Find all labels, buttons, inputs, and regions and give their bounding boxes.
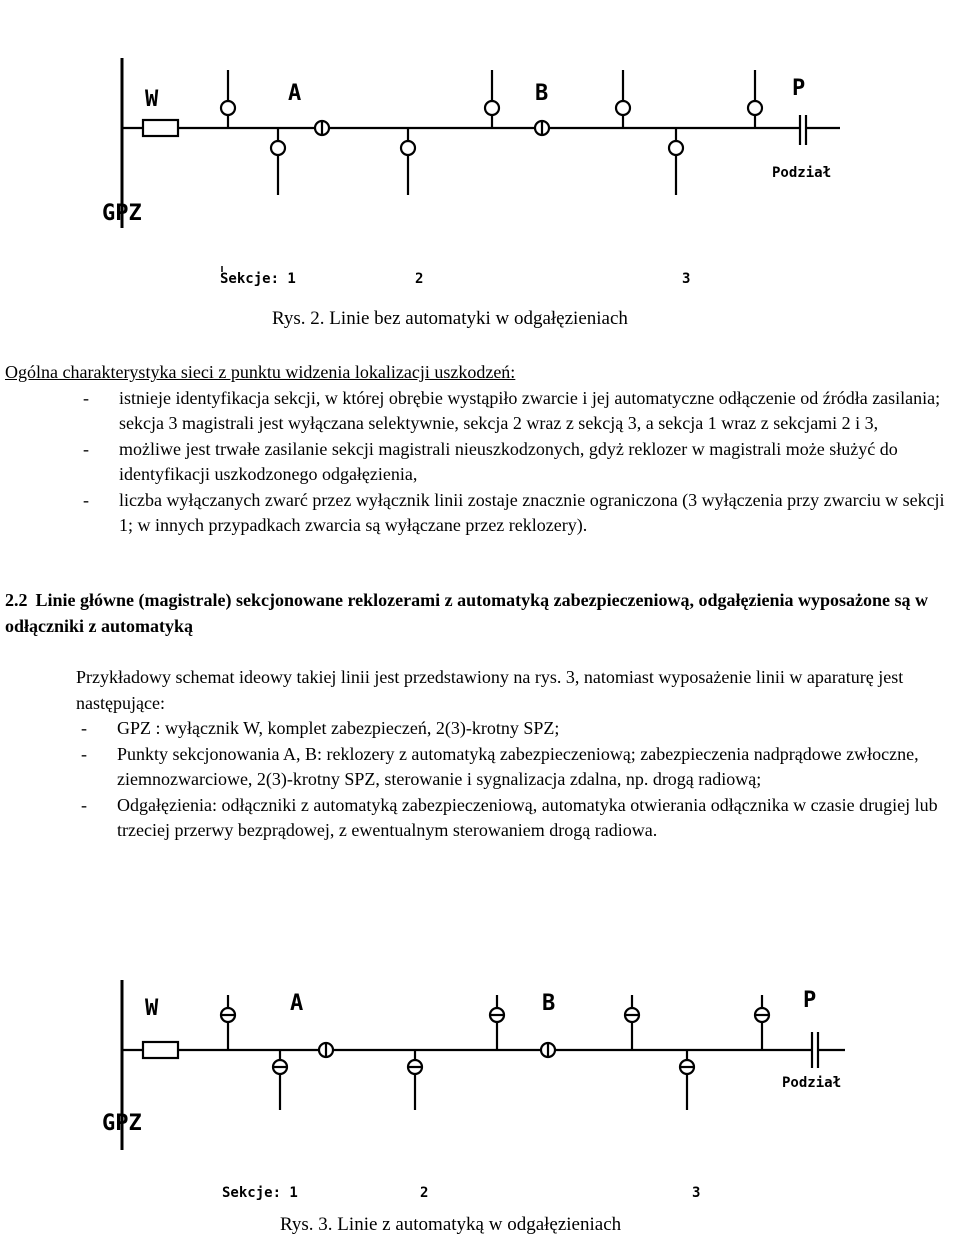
label-section-3: 3 bbox=[682, 271, 691, 287]
label-a: A bbox=[290, 991, 304, 1016]
figure-3-svg bbox=[0, 965, 960, 1210]
label-section-2: 2 bbox=[415, 271, 424, 287]
general-heading: Ogólna charakterystyka sieci z punktu widzenia lokalizacji uszkodzeń: bbox=[5, 362, 516, 382]
label-gpz: GPZ bbox=[102, 201, 142, 226]
list-item: - Odgałęzienia: odłączniki z automatyką zabezpieczeniową, automatyka otwierania odłącznika w czasie drugiej lub trzeciej przerwy bezprądowej, z ewentualnym sterowaniem drogą radiowa. bbox=[76, 793, 956, 844]
section-2-2-heading bbox=[5, 588, 955, 639]
label-b: B bbox=[535, 81, 549, 106]
label-podzial: Podział bbox=[782, 1075, 842, 1091]
example-description bbox=[76, 665, 956, 844]
list-item: - liczba wyłączanych zwarć przez wyłącznik linii zostaje znacznie ograniczona (3 wyłączenia przy zwarciu w sekcji 1; w innych przypadkach zwarcia są wyłączane przez reklozery). bbox=[5, 488, 960, 539]
section-title: Linie główne (magistrale) sekcjonowane reklozerami z automatyką zabezpieczeniową, odgałęzienia wyposażone są w odłączniki z automatyką bbox=[5, 590, 929, 636]
section-number: 2.2 bbox=[5, 590, 28, 610]
label-w: W bbox=[145, 996, 159, 1021]
label-b: B bbox=[542, 991, 556, 1016]
label-a: A bbox=[288, 81, 302, 106]
label-sekcje: Sekcje: 1 bbox=[220, 271, 296, 287]
bullet-text: Punkty sekcjonowania A, B: reklozery z automatyką zabezpieczeniową; zabezpieczenia nadprądowe zwłoczne, ziemnozwarciowe, 2(3)-krotny SPZ, sterowanie i sygnalizacja zdalna, np. drogą radiową; bbox=[117, 743, 919, 789]
label-sekcje: Sekcje: 1 bbox=[222, 1185, 298, 1201]
label-w: W bbox=[145, 87, 159, 112]
figure-3-caption: Rys. 3. Linie z automatyką w odgałęzieniach bbox=[280, 1214, 622, 1235]
list-item: - istnieje identyfikacja sekcji, w której obrębie wystąpiło zwarcie i jej automatyczne odłączenie od źródła zasilania; sekcja 3 magistrali jest wyłączana selektywnie, sekcja 2 wraz z sekcją 3, a sekcja 1 wraz z sekcjami 2 i 3, bbox=[5, 386, 960, 437]
figure-2-svg bbox=[0, 0, 960, 300]
bullet-text: GPZ : wyłącznik W, komplet zabezpieczeń, 2(3)-krotny SPZ; bbox=[117, 718, 560, 738]
general-characteristics bbox=[5, 360, 960, 539]
bullet-text: możliwe jest trwałe zasilanie sekcji magistrali nieuszkodzonych, gdyż reklozer w magistrali może służyć do identyfikacji uszkodzonego odgałęzienia, bbox=[119, 438, 898, 484]
list-item: - GPZ : wyłącznik W, komplet zabezpieczeń, 2(3)-krotny SPZ; bbox=[76, 716, 956, 742]
label-podzial: Podział bbox=[772, 165, 832, 181]
list-item: - możliwe jest trwałe zasilanie sekcji magistrali nieuszkodzonych, gdyż reklozer w magistrali może służyć do identyfikacji uszkodzonego odgałęzienia, bbox=[5, 437, 960, 488]
bullet-text: Odgałęzienia: odłączniki z automatyką zabezpieczeniową, automatyka otwierania odłącznika w czasie drugiej lub trzeciej przerwy bezprądowej, z ewentualnym sterowaniem drogą radiowa. bbox=[117, 794, 938, 840]
list-item: - Punkty sekcjonowania A, B: reklozery z automatyką zabezpieczeniową; zabezpieczenia nadprądowe zwłoczne, ziemnozwarciowe, 2(3)-krotny SPZ, sterowanie i sygnalizacja zdalna, np. drogą radiową; bbox=[76, 742, 956, 793]
figure-2-diagram bbox=[0, 0, 960, 300]
label-gpz: GPZ bbox=[102, 1111, 142, 1136]
bullet-text: istnieje identyfikacja sekcji, w której obrębie wystąpiło zwarcie i jej automatyczne odłączenie od źródła zasilania; sekcja 3 magistrali jest wyłączana selektywnie, sekcja 2 wraz z sekcją 3, a sekcja 1 wraz z sekcjami 2 i 3, bbox=[119, 387, 941, 433]
label-section-2: 2 bbox=[420, 1185, 429, 1201]
figure-3-diagram bbox=[0, 965, 960, 1210]
figure-2-caption: Rys. 2. Linie bez automatyki w odgałęzieniach bbox=[272, 308, 628, 329]
bullet-text: liczba wyłączanych zwarć przez wyłącznik linii zostaje znacznie ograniczona (3 wyłączenia przy zwarciu w sekcji 1; w innych przypadkach zwarcia są wyłączane przez reklozery). bbox=[119, 489, 945, 535]
label-p: P bbox=[792, 76, 806, 101]
label-section-3: 3 bbox=[692, 1185, 701, 1201]
label-p: P bbox=[803, 988, 817, 1013]
example-intro: Przykładowy schemat ideowy takiej linii jest przedstawiony na rys. 3, natomiast wyposażenie linii w aparaturę jest następujące: bbox=[76, 667, 904, 713]
